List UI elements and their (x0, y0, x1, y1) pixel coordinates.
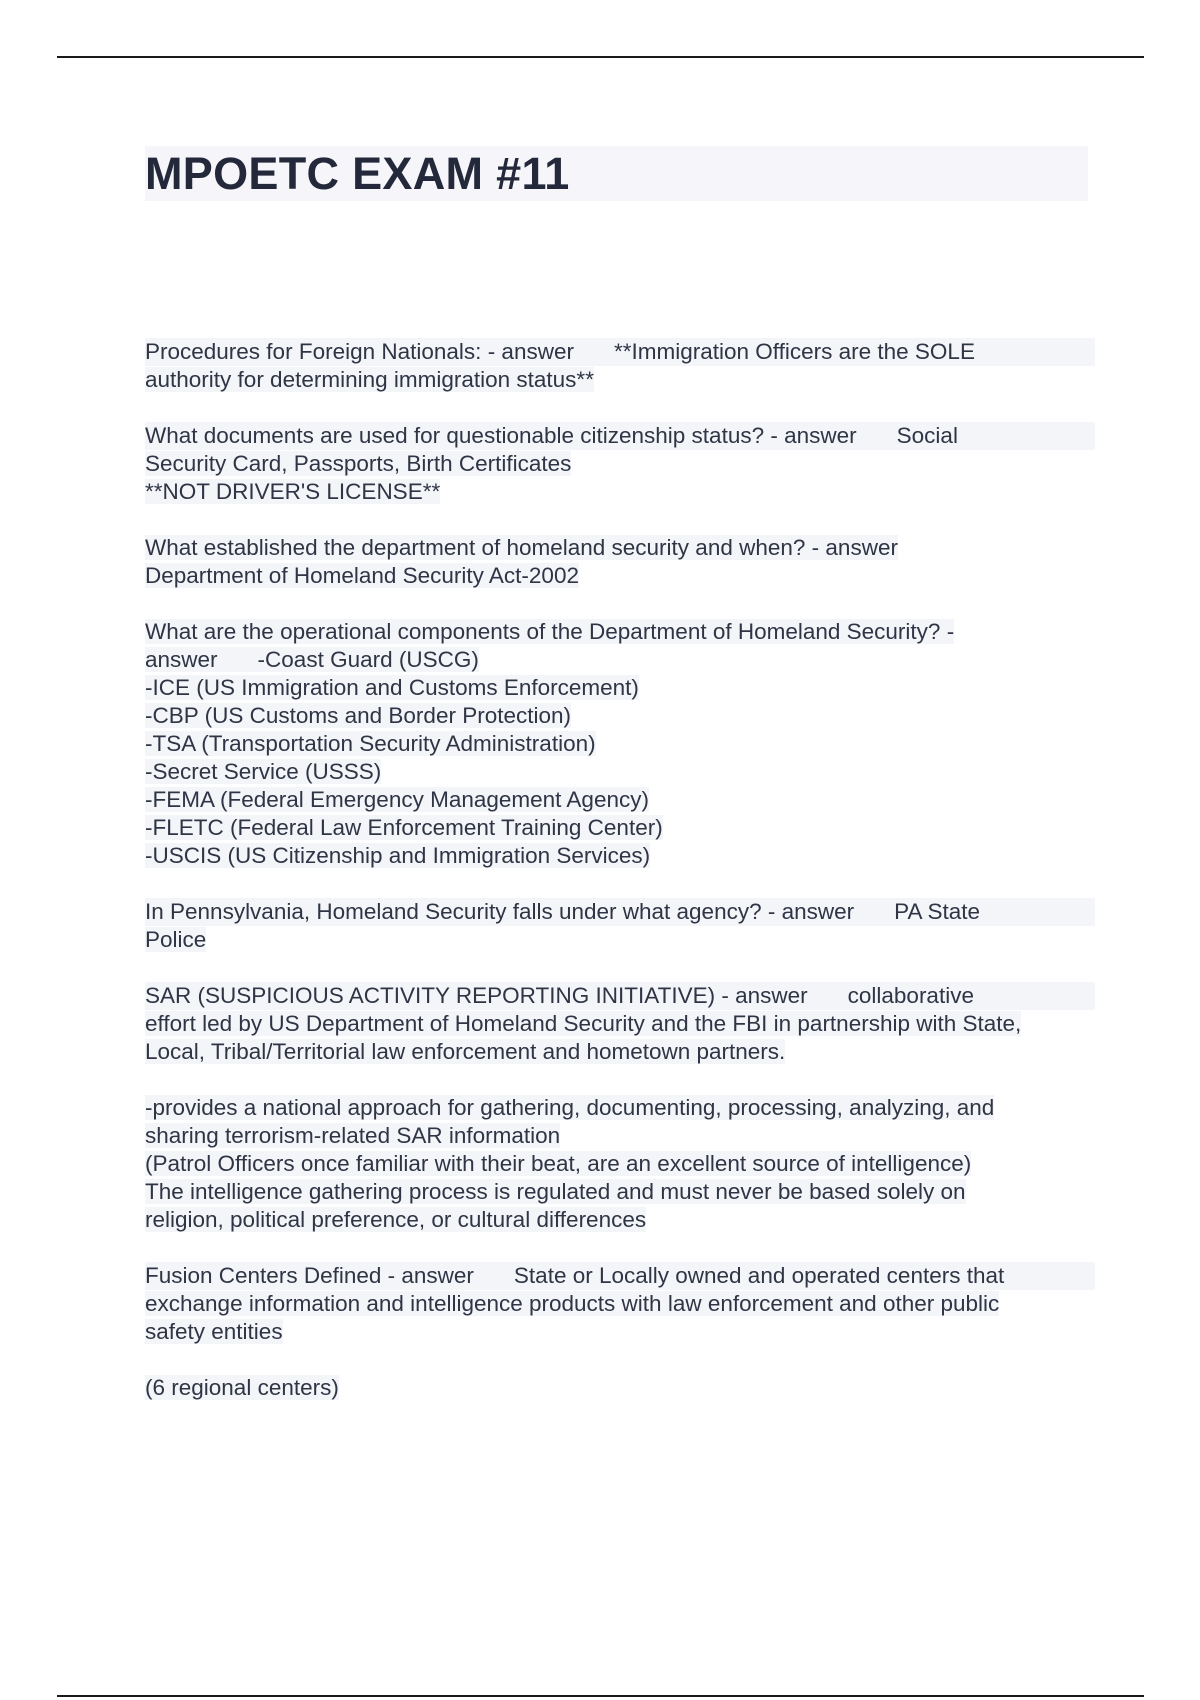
list-item: -FEMA (Federal Emergency Management Agency) (145, 787, 649, 812)
top-rule (57, 56, 1144, 58)
answer-marker: - answer (487, 339, 574, 364)
question-text: Fusion Centers Defined (145, 1263, 382, 1288)
answer-text: authority for determining immigration status** (145, 367, 594, 392)
question-text: What established the department of homeland security and when? (145, 535, 806, 560)
answer-marker: - answer (770, 423, 857, 448)
paragraph-sar-details (145, 1094, 1095, 1234)
answer-text: effort led by US Department of Homeland Security and the FBI in partnership with State, (145, 1011, 1022, 1036)
list-item: -FLETC (Federal Law Enforcement Training Center) (145, 815, 663, 840)
qa-entry-dhs-components (145, 618, 1095, 870)
qa-entry-fusion-centers (145, 1262, 1095, 1346)
answer-marker: - answer (721, 983, 808, 1008)
paragraph-line: (Patrol Officers once familiar with their beat, are an excellent source of intelligence) (145, 1151, 972, 1176)
answer-marker: answer (145, 647, 218, 672)
question-text: Procedures for Foreign Nationals: (145, 339, 482, 364)
question-text: What documents are used for questionable citizenship status? (145, 423, 765, 448)
answer-text: Security Card, Passports, Birth Certificates (145, 451, 572, 476)
answer-text: Local, Tribal/Territorial law enforcement and hometown partners. (145, 1039, 786, 1064)
answer-text: PA State (894, 899, 981, 924)
question-text: SAR (SUSPICIOUS ACTIVITY REPORTING INITIATIVE) (145, 983, 716, 1008)
qa-entry-foreign-nationals (145, 338, 1095, 394)
answer-text: exchange information and intelligence products with law enforcement and other public (145, 1291, 1000, 1316)
qa-entry-dhs-established (145, 534, 1095, 590)
paragraph-line: The intelligence gathering process is regulated and must never be based solely on (145, 1179, 966, 1204)
list-item: -ICE (US Immigration and Customs Enforcement) (145, 675, 639, 700)
question-text: In Pennsylvania, Homeland Security falls under what agency? (145, 899, 762, 924)
paragraph-line: religion, political preference, or cultural differences (145, 1207, 647, 1232)
list-item: -Secret Service (USSS) (145, 759, 382, 784)
question-text: What are the operational components of the Department of Homeland Security? - (145, 619, 955, 644)
paragraph-line: sharing terrorism-related SAR information (145, 1123, 561, 1148)
list-item: -CBP (US Customs and Border Protection) (145, 703, 571, 728)
answer-text: collaborative (847, 983, 974, 1008)
qa-entry-sar (145, 982, 1095, 1066)
list-item: -TSA (Transportation Security Administration) (145, 731, 596, 756)
answer-text: Police (145, 927, 207, 952)
answer-marker: - answer (767, 899, 855, 924)
answer-text: **NOT DRIVER'S LICENSE** (145, 479, 441, 504)
qa-entry-citizenship-documents (145, 422, 1095, 506)
document-body (145, 338, 1095, 1430)
page-title: MPOETC EXAM #11 (145, 148, 570, 199)
bottom-rule (57, 1695, 1144, 1697)
list-item: -USCIS (US Citizenship and Immigration Services) (145, 843, 651, 868)
answer-text: Social (896, 423, 958, 448)
answer-text: State or Locally owned and operated centers that (513, 1263, 1005, 1288)
answer-marker: - answer (387, 1263, 474, 1288)
qa-entry-pennsylvania-agency (145, 898, 1095, 954)
answer-text: safety entities (145, 1319, 283, 1344)
paragraph-line: (6 regional centers) (145, 1375, 339, 1400)
answer-text: **Immigration Officers are the SOLE (613, 339, 975, 364)
answer-marker: - answer (811, 535, 898, 560)
paragraph-line: -provides a national approach for gathering, documenting, processing, analyzing, and (145, 1095, 995, 1120)
paragraph-regional-centers (145, 1374, 1095, 1402)
answer-text: Department of Homeland Security Act-2002 (145, 563, 579, 588)
answer-text: -Coast Guard (USCG) (257, 647, 479, 672)
